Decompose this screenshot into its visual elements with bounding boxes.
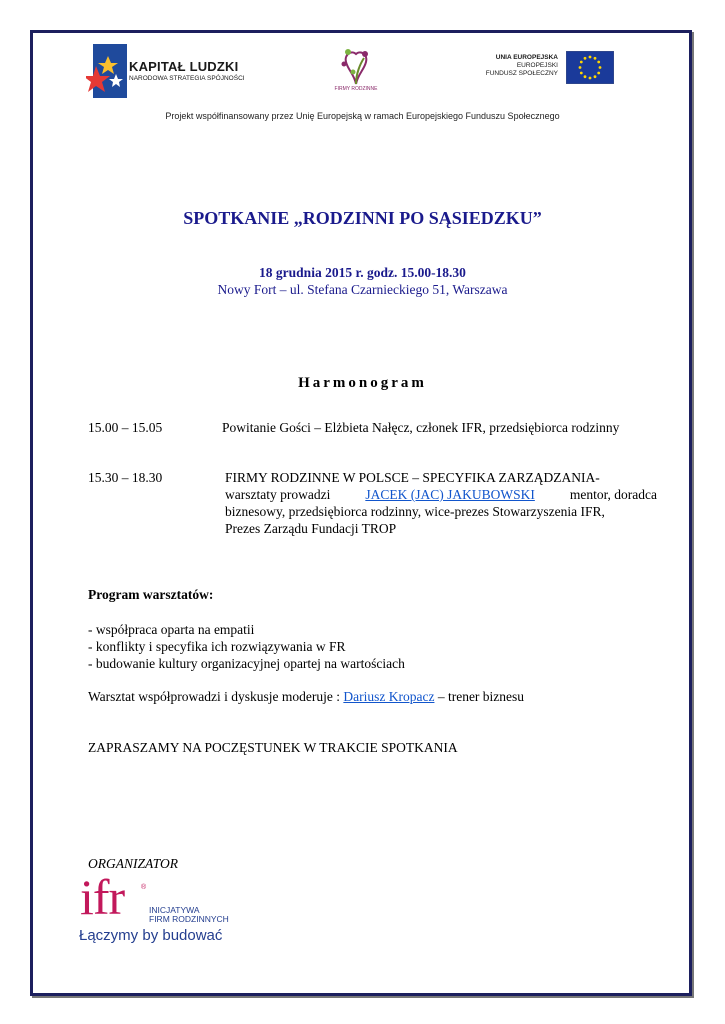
event-title: SPOTKANIE „RODZINNI PO SĄSIEDZKU” bbox=[183, 208, 542, 228]
schedule-desc-2-line-3: biznesowy, przedsiębiorca rodzinny, wice-prezes Stowarzyszenia IFR, bbox=[225, 504, 605, 519]
dariusz-kropacz-link[interactable]: Dariusz Kropacz bbox=[343, 689, 435, 704]
schedule-desc-2-line-1: FIRMY RODZINNE W POLSCE – SPECYFIKA ZARZĄDZANIA- bbox=[225, 470, 600, 485]
kapital-ludzki-subtitle: NARODOWA STRATEGIA SPÓJNOŚCI bbox=[129, 75, 245, 82]
schedule-heading: Harmonogram bbox=[298, 375, 427, 391]
co-lead-post: – trener biznesu bbox=[434, 689, 525, 704]
event-date: 18 grudnia 2015 r. godz. 15.00-18.30 bbox=[259, 265, 466, 280]
organizer-label: ORGANIZATOR bbox=[88, 856, 179, 871]
program-item-3: - budowanie kultury organizacyjnej opartej na wartościach bbox=[88, 656, 405, 671]
cofinancing-note: Projekt współfinansowany przez Unię Europejską w ramach Europejskiego Funduszu Społecznego bbox=[165, 111, 560, 121]
ifr-name-line-2: FIRM RODZINNYCH bbox=[149, 914, 229, 924]
eu-line-2: EUROPEJSKI bbox=[516, 62, 558, 69]
ifr-registered-mark: ® bbox=[141, 884, 147, 891]
eu-line-3: FUNDUSZ SPOŁECZNY bbox=[485, 70, 558, 77]
jacek-jakubowski-link[interactable]: JACEK (JAC) JAKUBOWSKI bbox=[365, 487, 535, 502]
schedule-desc-2-pre: warsztaty prowadzi bbox=[225, 487, 331, 502]
ifr-logo-name bbox=[149, 906, 229, 924]
ifr-name-line-1: INICJATYWA bbox=[149, 905, 200, 915]
eu-fund-text bbox=[456, 54, 558, 78]
program-item-1: - współpraca oparta na empatii bbox=[88, 622, 255, 637]
eu-line-1: UNIA EUROPEJSKA bbox=[495, 54, 558, 61]
invite-line: ZAPRASZAMY NA POCZĘSTUNEK W TRAKCIE SPOTKANIA bbox=[88, 740, 458, 755]
co-lead-line bbox=[88, 688, 524, 705]
schedule-desc-2-line-4: Prezes Zarządu Fundacji TROP bbox=[225, 521, 397, 536]
co-lead-pre: Warsztat współprowadzi i dyskusje moderuje : bbox=[88, 689, 344, 704]
ifr-slogan: Łączymy by budować bbox=[79, 927, 223, 944]
event-place: Nowy Fort – ul. Stefana Czarnieckiego 51, Warszawa bbox=[217, 282, 508, 297]
program-item-2: - konflikty i specyfika ich rozwiązywania w FR bbox=[88, 639, 346, 654]
schedule-time-2: 15.30 – 18.30 bbox=[88, 470, 163, 485]
eu-flag-icon bbox=[566, 51, 614, 84]
schedule-desc-2-post: mentor, doradca bbox=[569, 487, 657, 502]
firmy-rodzinne-caption: FIRMY RODZINNE bbox=[334, 86, 378, 92]
program-heading: Program warsztatów: bbox=[88, 587, 214, 602]
kapital-ludzki-title: KAPITAŁ LUDZKI bbox=[129, 59, 239, 74]
schedule-desc-2-line-2 bbox=[225, 486, 657, 503]
ifr-logo-mark: ifr bbox=[80, 869, 125, 925]
schedule-desc-1: Powitanie Gości – Elżbieta Nałęcz, członek IFR, przedsiębiorca rodzinny bbox=[222, 420, 620, 435]
schedule-time-1: 15.00 – 15.05 bbox=[88, 420, 163, 435]
